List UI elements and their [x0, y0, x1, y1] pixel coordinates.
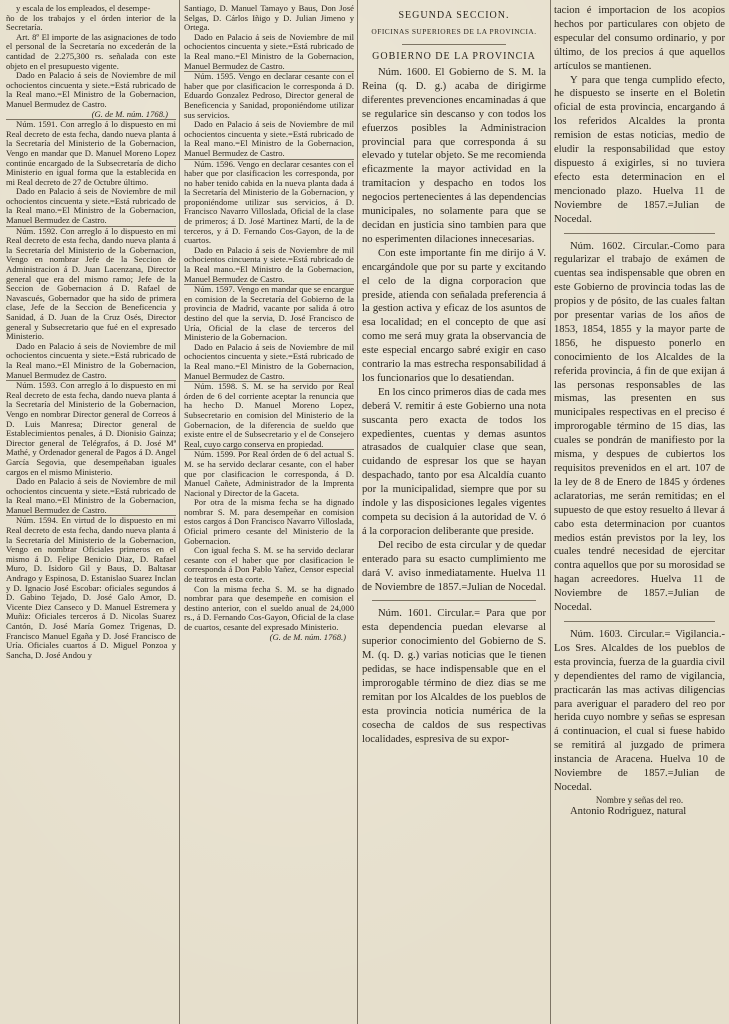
paragraph: Núm. 1601. Circular.= Para que por esta dependencia puedan elevarse al superior conocimiento del Gobierno de S. M. (q. D. g.) varias noticias que le tienen pedidas, se hace indispensable que en el improrogable término de diez dias se me remitan por los Alcaldes de los pueblos de esta provincia noticia numérica de la cosecha de caldos de sus respectivas localidades, espresiva de su expor- [362, 608, 546, 745]
column-rule [550, 0, 551, 1024]
paragraph: Dado en Palacio á seis de Noviembre de mil ochocientos cincuenta y siete.=Está rubricado de la Real mano.=El Ministro de la Gobernacion, Manuel Bermudez de Castro. [184, 119, 354, 158]
paragraph: Con la misma fecha S. M. se ha dignado nombrar para que desempeñe en comision el destino anterior, con el sueldo anual de 24,000 rs., á D. Fernando Cos-Gayon, Oficial de la clase de cuartos, cesante del expresado Ministerio. [184, 583, 354, 632]
paragraph: Con este importante fin me dirijo á V. encargándole que por su parte y excitando el celo de la digna corporacion que preside, atienda con señalada preferencia á la gestion activa y eficaz de los asuntos de esa localidad; en el concepto de que así como me será muy grata la observancia de este especial encargo sabré exigir en caso contrario la mas estrecha responsabilidad á los funcionarios que lo desatiendan. [362, 247, 546, 384]
column-3 [362, 4, 546, 747]
paragraph: Núm. 1593. Con arreglo á lo dispuesto en mi Real decreto de esta fecha, dando nueva planta á la Secretaría del Ministerio de la Gobernacion, Vengo en nombrar Director general de Correos á D. Luis Manresa; Director general de Establecimientos penales, á D. Dionisio Gainza; Director general de Telégrafos, á D. José Mª Mathé, y Ordenador general de Pagos á D. Angel García Segovia, que desempeñaban iguales cargos en el mismo Ministerio. [6, 380, 176, 477]
paragraph: Dado en Palacio á seis de Noviembre de mil ochocientos cincuenta y siete.=Está rubricado de la Real mano.=El Ministro de la Gobernacion, Manuel Bermudez de Castro. [6, 70, 176, 109]
paragraph: Núm. 1602. Circular.-Como para regularizar el trabajo de exámen de cuentas sea indispensable que obren en este Gobierno de provincia todas las de propios y de pósito, de las cuales faltan por presentar varias de los años de 1853, 1854, 1855 y la mayor parte de 1856, he dispuesto ponerlo en conocimiento de los Alcaldes de la referida provincia, á fin de que exijan á las personas responsables de las mismas, las presenten en sus municipales respectivas en el preciso é improrogable término de 15 dias, las cuales se pondrán de manifiesto por la misma, y despues de cubiertos los requisitos prevenidos en el art. 107 de la ley de 8 de Enero de 1845 y órdenes aclaratorias, me serán remitidas; en el supuesto de que estoy resuelto á llevar á cabo esta determinacion por cuantos medios están previstos por la ley, los cuales tendré necesidad de ejercitar contra aquellos que por su morosidad se hagan acreedores. Huelva 11 de Noviembre de 1857.=Julian de Nocedal. [554, 240, 725, 614]
column-rule [179, 0, 180, 1024]
paragraph: Del recibo de esta circular y de quedar enterado para su esacto cumplimiento me dará V. aviso inmediatamente. Huelva 11 de Noviembre de 1857.=Julian de Nocedal. [362, 539, 546, 593]
paragraph: Dado en Palacio á seis de Noviembre de mil ochocientos cincuenta y siete.=Está rubricado de la Real mano.=El Ministro de la Gobernacion, Manuel Bermudez de Castro. [6, 186, 176, 226]
paragraph: Antonio Rodriguez, natural [570, 805, 687, 817]
column-rule [357, 0, 358, 1024]
department-heading: GOBIERNO DE LA PROVINCIA [372, 51, 536, 62]
item-separator [372, 600, 536, 601]
item-separator [564, 233, 715, 234]
source-citation: (G. de M. núm. 1768.) [91, 108, 168, 119]
paragraph: Núm. 1595. Vengo en declarar cesante con el haber que por clasificacion le corresponda á D. Eduardo Gonzalez Pedroso, Director general de Beneficencia y Sanidad, proponiéndome utilizar sus servicios. [184, 71, 354, 120]
item-separator [564, 621, 715, 622]
paragraph: Y para que tenga cumplido efecto, he dispuesto se inserte en el Boletin oficial de esta provincia, encargando á los referidos Alcaldes la pronta remision de estas noticias, medio de eludir la responsabilidad que estoy dispuesto á exigirles, si no tuviera efecto esta determinacion en el mencionado plazo. Huelva 11 de Noviembre de 1857.=Julian de Nocedal. [554, 74, 725, 225]
subheading: Nombre y señas del reo. [595, 794, 684, 805]
paragraph: Por otra de la misma fecha se ha dignado nombrar S. M. para desempeñar en comision estos cargos á Don Francisco Navarro Villoslada, Oficial primero cesante del Ministerio de la Gobernacion. [184, 497, 354, 546]
paragraph: Dado en Palacio á seis de Noviembre de mil ochocientos cincuenta y siete.=Está rubricado de la Real mano.=El Ministro de la Gobernacion, Manuel Bermudez de Castro. [6, 340, 176, 380]
paragraph: Art. 8º El importe de las asignaciones de todo el personal de la Secretaría no excederán de la cantidad de 2.275,300 rs. señalada con este objeto en el presupuesto vigente. [6, 31, 176, 71]
column-1 [6, 4, 176, 660]
section-title: SEGUNDA SECCION. [398, 10, 510, 21]
paragraph: Núm. 1594. En virtud de lo dispuesto en mi Real decreto de esta fecha, dando nueva planta á la Secretaría del Ministerio de la Gobernacion, Vengo en nombrar Oficiales primeros en el mismo á D. Felipe Benicio Diaz, D. Rafael Muro, D. Isidoro Gil y Baus, D. Baltasar Andrago y Espinosa, D. Estanislao Suarez Inclan y D. Ignacio José Escobar: oficiales segundos á D. Gabino Tejado, D. José Galo Amor, D. Vicente Diez Canseco y D. Manuel Estremera y Muñiz: Oficiales terceros á D. Nicolas Suarez Cantón, D. José María Gomez Trigenas, D. Francisco Manuel Egaña y D. José Francisco de Uría. Oficiales cuartos á D. Miguel Ponzoa y Sancha, D. José Andou y [6, 515, 176, 660]
paragraph: Dado en Palacio á seis de Noviembre de mil ochocientos cincuenta y siete.=Está rubricado de la Real mano.=El Ministro de la Gobernacion, Manuel Bermudez de Castro. [184, 341, 354, 381]
paragraph: Núm. 1599. Por Real órden de 6 del actual S. M. se ha servido declarar cesante, con el haber que por clasificacion le corresponda, á D. Manuel Cañete, Administrador de la Imprenta Nacional y Director de la Gaceta. [184, 449, 354, 498]
paragraph: tacion é importacion de los acopios hechos por particulares con objeto de especular del consumo ordinario, y por último, de los precios á que aquellos artículos se mantienen. [554, 5, 725, 72]
paragraph: Núm. 1592. Con arreglo á lo dispuesto en mi Real decreto de esta fecha, dando nueva planta á la Secretaría del Ministerio de la Gobernacion, Vengo en nombrar Jefe de la Seccion de Administracion á D. Juan Lacenzana, Director general que era del mismo ramo; Jefe de la Seccion de Gobernacion á D. Rafael de Navascués, Gobernador que ha sido de primera clase, Jefe de la Seccion de Beneficencia y Sanidad, á D. Juan de la Cruz Osés, Director general y Subsecretario que fué en el expresado Ministerio. [6, 225, 176, 342]
paragraph: Núm. 1597. Vengo en mandar que se encargue en comision de la Secretaría del Gobierno de la provincia de Madrid, vacante por salida á otro destino del que la servia, D. José Francisco de Uría, Oficial de la clase de terceros del Ministerio de la Gobernacion. [184, 284, 354, 343]
paragraph: Núm. 1596. Vengo en declarar cesantes con el haber que por clasificacion les corresponda, por no haber tenido cabida en la nueva planta dada á la Secretaría del Ministerio de la Gobernacion, y proponiéndome utilizar sus servicios, á D. Francisco Navarro Villoslada, Oficial de la clase de primeros; á D. José Martinez Martí, de la de terceros, y á D. Fernando Cos-Gayon, de la de cuartos. [184, 158, 354, 246]
paragraph: Con igual fecha S. M. se ha servido declarar cesante con el haber que por clasificacion le corresponda á Don Pablo Yañez, Censor especial de teatros en esta corte. [184, 545, 354, 585]
paragraph: Núm. 1603. Circular.= Vigilancia.- Los Sres. Alcaldes de los pueblos de esta provincia, fuerza de la guardia civil y dependientes del ramo de vigilancia, practicarán las mas activas diligencias para averiguar el paradero del reo por herida cuyo nombre y señas se espresan á continuacion, el cual si fuese habido se remitirá al juzgado de primera instancia de Aracena. Huelva 10 de Noviembre de 1857.=Julian de Nocedal. [554, 628, 725, 793]
paragraph: Dado en Palacio á seis de Noviembre de mil ochocientos cincuenta y siete.=Está rubricado de la Real mano.=El Ministro de la Gobernacion, Manuel Bermudez de Castro. [184, 244, 354, 284]
column-2 [184, 4, 354, 642]
heading-rule [402, 44, 506, 45]
paragraph: Dado en Palacio á seis de Noviembre de mil ochocientos cincuenta y siete.=Está rubricado de la Real mano.=El Ministro de la Gobernacion, Manuel Bermudez de Castro. [6, 476, 176, 515]
paragraph: Núm. 1591. Con arreglo á lo dispuesto en mi Real decreto de esta fecha, dando nueva planta á la Secretaría del Ministerio de la Gobernacion, Vengo en mandar que D. Manuel Moreno Lopez continúe encargado de la Subsecretaría de dicho Ministerio en igual forma que la establecida en mi Real decreto de 27 de Octubre último. [6, 119, 176, 187]
paragraph: y escala de los empleados, el desempe- [16, 4, 151, 13]
paragraph: ño de los trabajos y el órden interior de la Secretaría. [6, 12, 176, 33]
paragraph: En los cinco primeros dias de cada mes deberá V. remitir á este Gobierno una nota suscanta pero exacta de todos los expedientes, cuentas y demas asuntos atrasados de cualquier clase que sean, cuidando de espresar los que se hayan despachado, tanto por esa Alcaldía cuanto por la municipalidad, siempre que por su índole y las disposiciones legales vigentes competa su decision á la autoridad de V. ó á la corporacion deliberante que preside. [362, 386, 546, 537]
paragraph: Núm. 1600. El Gobierno de S. M. la Reina (q. D. g.) acaba de dirigirme diferentes prevenciones encaminadas á que se regularice sin descanso y con todos los efuerzos posibles la Administracion provincial para que corresponda á su elevado y tutelar objeto. Se me recomienda eficazmente la mayor actividad en la tramitacion y despacho en todos los negocios pertenecientes á las dependencias municipales, no solamente para que se decidan en justicia sino tambien para que no esperimenten dilaciones innecesarias. [362, 67, 546, 245]
section-subtitle: OFICINAS SUPERIORES DE LA PROVINCIA. [371, 27, 537, 36]
source-citation: (G. de M. núm. 1768.) [269, 631, 346, 642]
paragraph: Dado en Palacio á seis de Noviembre de mil ochocientos cincuenta y siete.=Está rubricado de la Real mano.=El Ministro de la Gobernacion, Manuel Bermudez de Castro. [184, 31, 354, 71]
paragraph: Santiago, D. Manuel Tamayo y Baus, Don José Selgas, D. Cárlos Iñigo y D. Julian Jimeno y Ortega. [184, 4, 354, 33]
paragraph: Núm. 1598. S. M. se ha servido por Real órden de 6 del corriente aceptar la renuncia que ha hecho D. Manuel Moreno Lopez, Subsecretario en comision del Ministerio de la Gobernacion, de la diferencia de sueldo que existe entre el de Subsecretario y el de Consejero Real, cuyo cargo conserva en propiedad. [184, 381, 354, 449]
column-4 [554, 4, 725, 819]
